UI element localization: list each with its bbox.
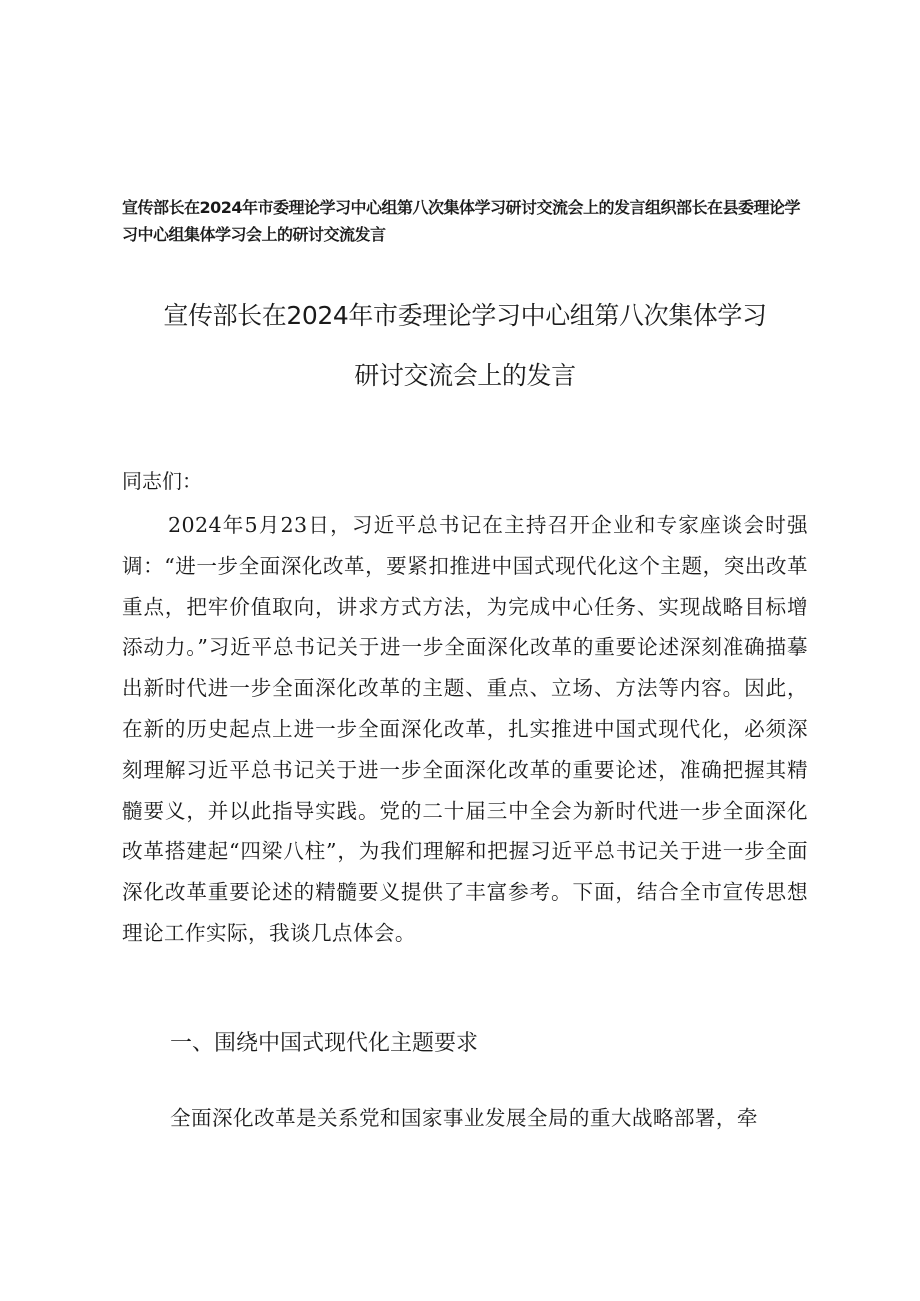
section-heading-1: 一、围绕中国式现代化主题要求 (170, 1031, 479, 1056)
greeting: 同志们： (122, 469, 202, 493)
body-paragraph-2: 全面深化改革是关系党和国家事业发展全局的重大战略部署，牵 (170, 1106, 758, 1130)
body-paragraph-1: 2024年5月23日，习近平总书记在主持召开企业和专家座谈会时强调：“进一步全面深化改革，要紧扣推进中国式现代化这个主题，突出改革重点，把牢价值取向，讲求方式方法，为完成中心任务、实现战略目标增添动力。”习近平总书记关于进一步全面深化改革的重要论述深刻准确描摹出新时代进一步全面深化改革的主题、重点、立场、方法等内容。因此，在新的历史起点上进一步全面深化改革，扎实推进中国式现代化，必须深刻理解习近平总书记关于进一步全面深化改革的重要论述，准确把握其精髓要义，并以此指导实践。党的二十届三中全会为新时代进一步全面深化改革搭建起“四梁八柱”，为我们理解和把握习近平总书记关于进一步全面深化改革重要论述的精髓要义提供了丰富参考。下面，结合全市宣传思想理论工作实际，我谈几点体会。 (122, 513, 808, 945)
main-title-line-2: 研讨交流会上的发言 (354, 361, 576, 390)
document-header-title: 宣传部长在2024年市委理论学习中心组第八次集体学习研讨交流会上的发言组织部长在县委理论学习中心组集体学习会上的研讨交流发言 (122, 198, 801, 244)
main-title-line-1: 宣传部长在2024年市委理论学习中心组第八次集体学习 (163, 301, 767, 330)
